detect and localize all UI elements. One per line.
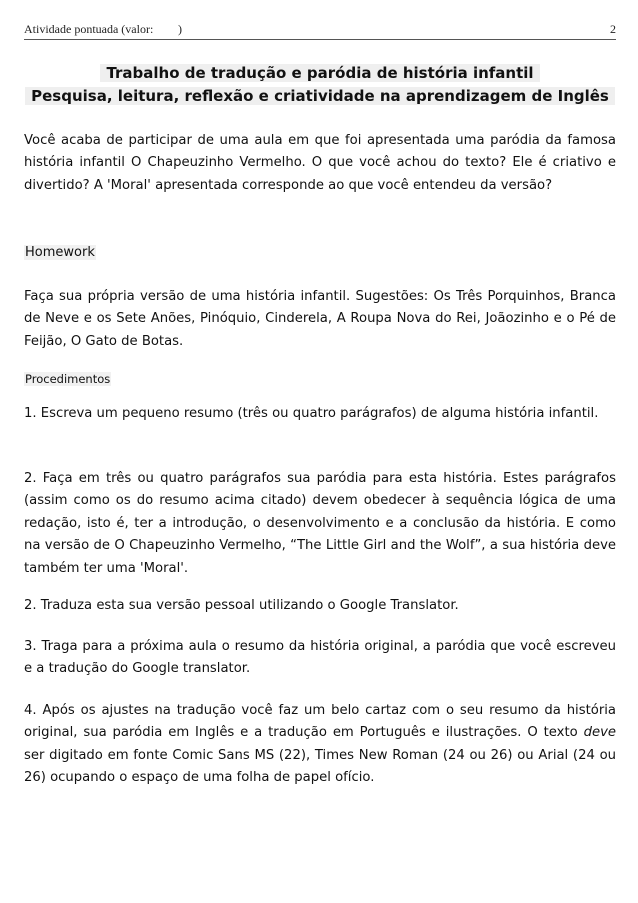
page-number: 2 xyxy=(610,22,616,36)
homework-paragraph: Faça sua própria versão de uma história infantil. Sugestões: Os Três Porquinhos, Branca de Neve e os Sete Anões, Pinóquio, Cinderela, A Roupa Nova do Rei, Joãozinho e o Pé de Feijão, O Gato de Botas. xyxy=(24,289,616,349)
procedure-step-4-emphasis: deve xyxy=(583,725,616,741)
intro-paragraph: Você acaba de participar de uma aula em que foi apresentada uma paródia da famosa história infantil O Chapeuzinho Vermelho. O que você achou do texto? Ele é criativo e divertido? A 'Moral' apresentada corresponde ao que você entendeu da versão? xyxy=(24,133,616,193)
procedure-step-1: 1. Escreva um pequeno resumo (três ou quatro parágrafos) de alguma história infantil. xyxy=(24,406,599,421)
header-activity-close: ) xyxy=(178,22,182,36)
homework-label: Homework xyxy=(25,245,95,260)
procedure-step-3: 3. Traga para a próxima aula o resumo da história original, a paródia que você escreveu e a tradução do Google translator. xyxy=(24,639,616,677)
header-activity-label: Atividade pontuada (valor: xyxy=(24,22,154,36)
procedure-step-4-text-b: ser digitado em fonte Comic Sans MS (22), Times New Roman (24 ou 26) ou Arial (24 ou 26) ocupando o espaço de uma folha de papel ofício. xyxy=(24,747,616,786)
title-line-2: Pesquisa, leitura, reflexão e criatividade na aprendizagem de Inglês xyxy=(25,87,615,105)
title-block xyxy=(24,62,616,108)
procedure-step-2: 2. Faça em três ou quatro parágrafos sua paródia para esta história. Estes parágrafos (assim como os do resumo acima citado) devem obedecer à sequência lógica de uma redação, isto é, ter a introdução, o desenvolvimento e a conclusão da história. E como na versão de O Chapeuzinho Vermelho, “The Little Girl and the Wolf”, a sua história deve também ter uma 'Moral'. xyxy=(24,471,616,576)
procedure-step-4-text-a: 4. Após os ajustes na tradução você faz um belo cartaz com o seu resumo da história original, sua paródia em Inglês e a tradução em Português e ilustrações. O texto xyxy=(24,703,616,741)
procedure-step-translate: 2. Traduza esta sua versão pessoal utilizando o Google Translator. xyxy=(24,598,459,613)
title-line-1: Trabalho de tradução e paródia de história infantil xyxy=(100,64,539,82)
procedures-label: Procedimentos xyxy=(25,372,111,386)
header-divider xyxy=(24,39,616,40)
procedure-step-4 xyxy=(24,700,616,790)
